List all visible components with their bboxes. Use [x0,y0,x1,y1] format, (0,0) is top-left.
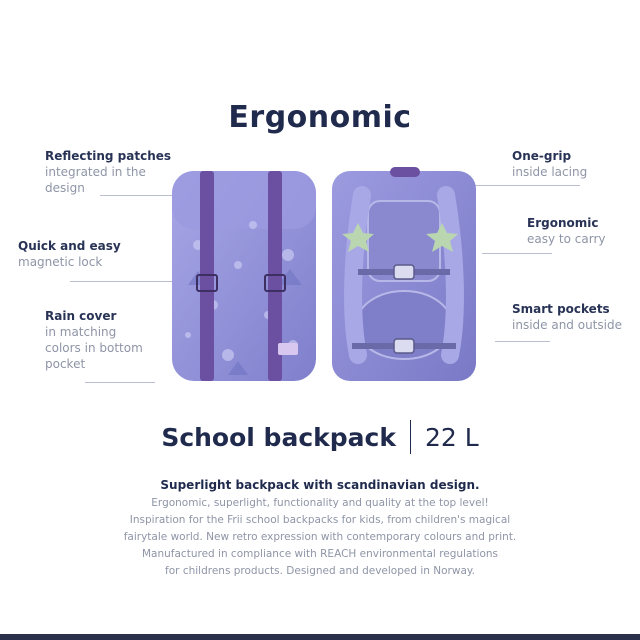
description-line: for childrens products. Designed and developed in Norway. [165,565,475,577]
callout-line [495,341,550,342]
callout-heading: Smart pockets [512,302,610,316]
callout-magnetic-lock [18,238,168,270]
callout-line [70,281,178,282]
callout-heading: Ergonomic [527,216,599,230]
callout-line [482,253,552,254]
callout-smart-pockets [512,301,640,333]
callout-ergonomic [527,215,640,247]
backpack-front-image [168,165,320,385]
callout-line [100,195,178,196]
callout-heading: One-grip [512,149,572,163]
callout-heading: Quick and easy [18,239,121,253]
description-line: Inspiration for the Frii school backpacks for kids, from children's magical [129,514,511,526]
description-body [0,495,640,580]
product-volume: 22 L [424,422,479,452]
callout-subtext: magnetic lock [18,255,103,269]
page-title: Ergonomic [228,100,412,135]
callout-subtext: inside lacing [512,165,588,179]
divider [410,420,411,454]
description-line: Manufactured in compliance with REACH environmental regulations [142,548,498,560]
backpack-back-image [328,165,480,385]
description-line: fairytale world. New retro expression with contemporary colours and print. [123,531,517,543]
product-name: School backpack [161,422,396,452]
bottom-strip [0,634,640,640]
callout-subtext: easy to carry [527,232,606,246]
product-name-line [0,420,640,454]
callout-subtext: integrated in the design [45,165,146,195]
callout-subtext: in matching colors in bottom pocket [45,325,143,371]
callout-one-grip [512,148,640,180]
description-line: Ergonomic, superlight, functionality and quality at the top level! [151,497,489,509]
callout-line [470,185,580,186]
callout-heading: Rain cover [45,309,117,323]
callout-subtext: inside and outside [512,318,622,332]
description-headline: Superlight backpack with scandinavian design. [160,478,480,492]
callout-heading: Reflecting patches [45,149,172,163]
callout-line [85,382,155,383]
